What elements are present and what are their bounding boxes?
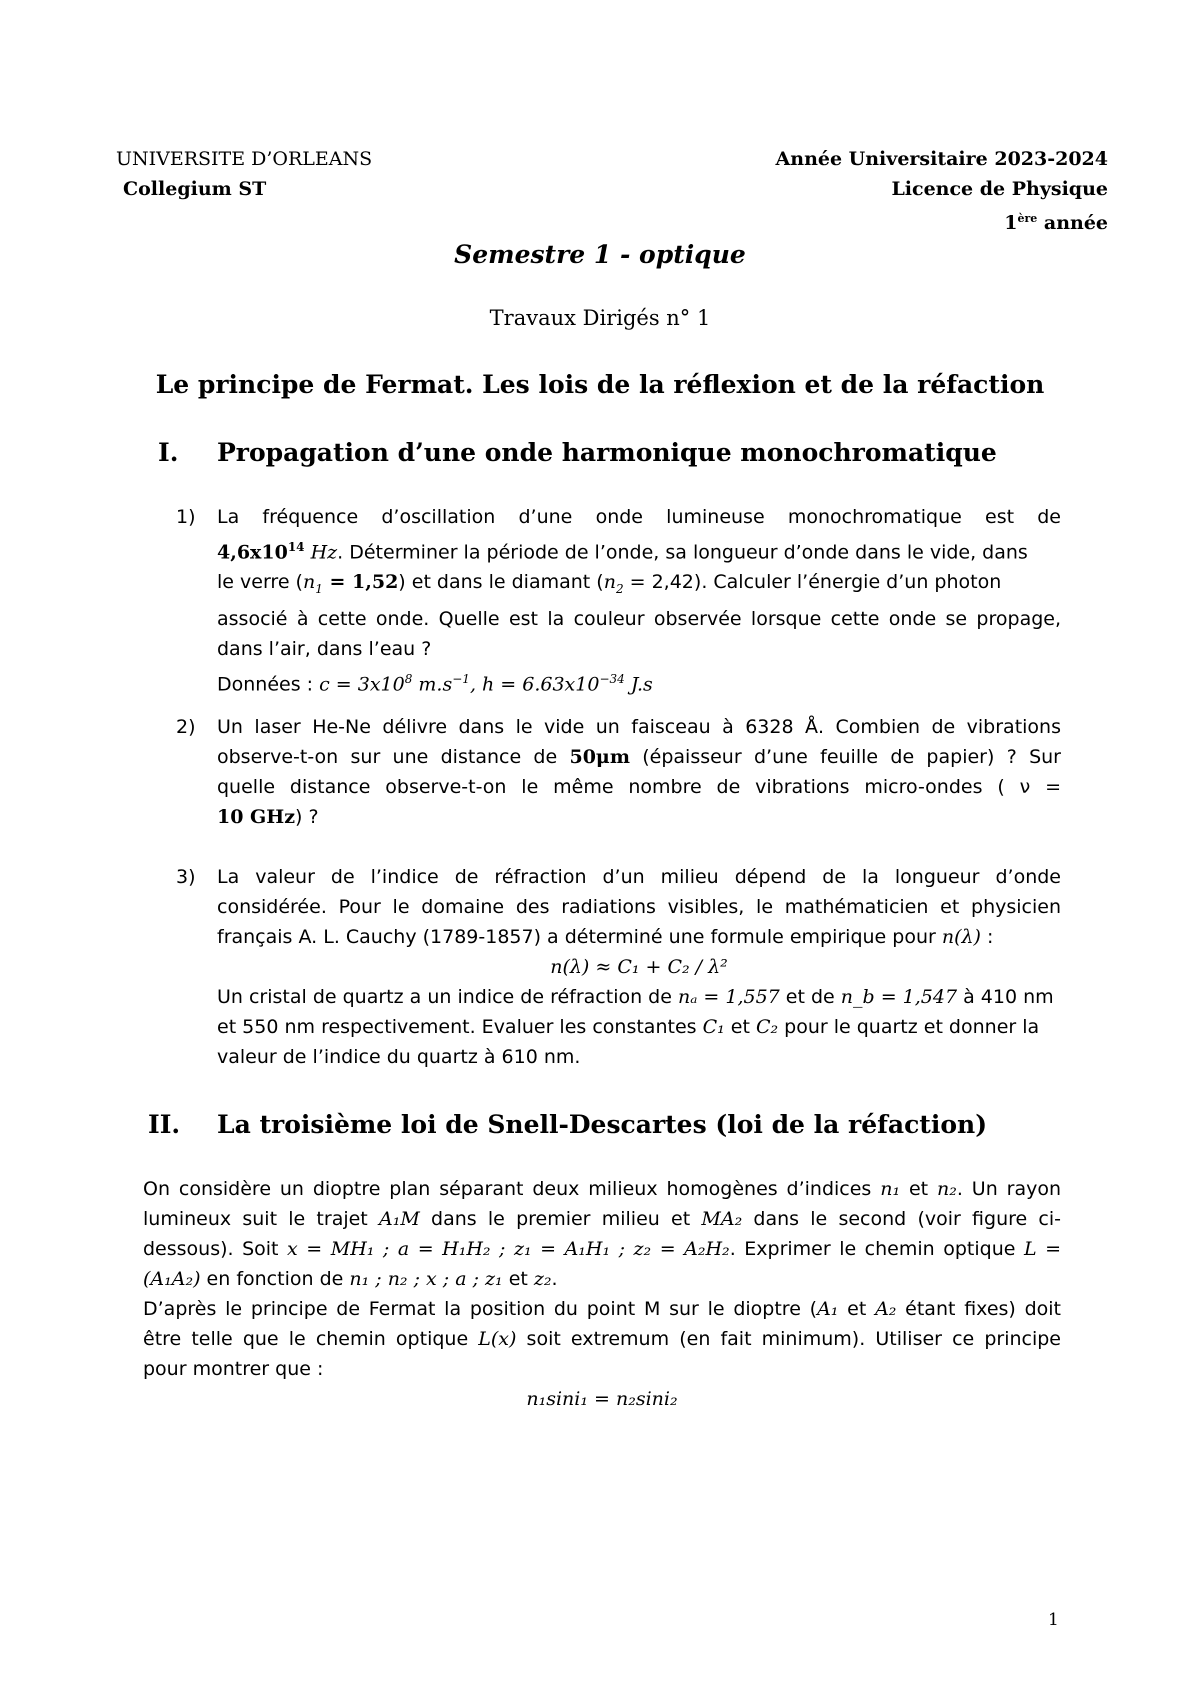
question-2-number: 2) — [176, 716, 196, 738]
q1-line-4: associé à cette onde. Quelle est la couleur observée lorsque cette onde se propage, — [217, 608, 1061, 631]
q2-line-4: 10 GHz) ? — [217, 806, 319, 828]
collegium-name: Collegium ST — [123, 178, 267, 200]
td-number: Travaux Dirigés n° 1 — [489, 306, 711, 330]
question-1-number: 1) — [176, 506, 196, 528]
question-3-number: 3) — [176, 866, 196, 888]
q3-line-7: valeur de l’indice du quartz à 610 nm. — [217, 1046, 581, 1068]
q3-line-2: considérée. Pour le domaine des radiations visibles, le mathématicien et physicien — [217, 896, 1061, 918]
s2-line-3: dessous). Soit x = MH₁ ; a = H₁H₂ ; z₁ = A₁H₁ ; z₂ = A₂H₂. Exprimer le chemin optique L = — [143, 1238, 1062, 1260]
s2-line-5: D’après le principe de Fermat la position du point M sur le dioptre (A₁ et A₂ étant fixes) doit — [143, 1298, 1061, 1320]
level-word: année — [1037, 212, 1108, 234]
q1-data-line: Données : $c = 3x10^8$ $m.s^{-1}$, $h = 6.63x10^{-34}$ J.s — [217, 672, 653, 696]
q3-line-1: La valeur de l’indice de réfraction d’un milieu dépend de la longueur d’onde — [217, 866, 1061, 888]
q3-line-5: Un cristal de quartz a un indice de réfraction de nₐ = 1,557 et de n_b = 1,547 à 410 nm — [217, 986, 1054, 1008]
cauchy-formula: n(λ) ≈ C₁ + C₂ / λ² — [550, 956, 728, 978]
section-1-heading — [0, 438, 1200, 472]
question-3 — [176, 862, 1061, 1082]
q1-line-3: le verre $(n_1 = 1,52)$ et dans le diamant $(n_2 = 2,42)$. Calculer l’énergie d’un photon — [217, 571, 1002, 597]
semester-title: Semestre 1 - optique — [454, 240, 746, 269]
snell-formula: n₁sini₁ = n₂sini₂ — [526, 1388, 678, 1410]
q1-line-1: La fréquence d’oscillation d’une onde lumineuse monochromatique est de — [217, 506, 1061, 528]
page-number: 1 — [1048, 1610, 1059, 1630]
study-level — [600, 204, 1108, 238]
question-1 — [176, 502, 1061, 696]
section-2-heading — [0, 1110, 1200, 1144]
question-2 — [176, 712, 1061, 842]
question-3-body — [217, 862, 1061, 1072]
academic-year: Année Universitaire 2023-2024 — [775, 148, 1108, 170]
section-2-number: II. — [148, 1110, 181, 1139]
university-name: UNIVERSITE D’ORLEANS — [116, 148, 373, 170]
question-1-body — [217, 502, 1061, 699]
q1-line-2: $4,6x10^{14}$ Hz. Déterminer la période de l’onde, sa longueur d’onde dans le vide, dans — [217, 540, 1028, 564]
section-1-number: I. — [158, 438, 179, 467]
q2-line-2: observe-t-on sur une distance de 50μm (épaisseur d’une feuille de papier) ? Sur — [217, 746, 1061, 768]
q1-line-5: dans l’air, dans l’eau ? — [217, 638, 432, 661]
section-2-body — [143, 1174, 1061, 1414]
s2-line-6: être telle que le chemin optique L(x) soit extremum (en fait minimum). Utiliser ce principe — [143, 1328, 1061, 1350]
question-2-body — [217, 712, 1061, 832]
level-superscript: ère — [1017, 212, 1038, 225]
section-1-title: Propagation d’une onde harmonique monochromatique — [217, 438, 997, 467]
main-title: Le principe de Fermat. Les lois de la réflexion et de la réfaction — [155, 370, 1045, 399]
s2-line-2: lumineux suit le trajet A₁M dans le premier milieu et MA₂ dans le second (voir figure ci- — [143, 1208, 1062, 1230]
licence-name: Licence de Physique — [891, 178, 1108, 200]
q2-line-3: quelle distance observe-t-on le même nombre de vibrations micro-ondes ( ν = — [217, 776, 1061, 798]
s2-line-7: pour montrer que : — [143, 1358, 324, 1380]
s2-line-4: (A₁A₂) en fonction de n₁ ; n₂ ; x ; a ; z₁ et z₂. — [143, 1268, 558, 1290]
s2-line-1: On considère un dioptre plan séparant deux milieux homogènes d’indices n₁ et n₂. Un rayon — [143, 1178, 1062, 1200]
q3-line-3: français A. L. Cauchy (1789-1857) a déterminé une formule empirique pour n(λ) : — [217, 926, 994, 948]
section-2-title: La troisième loi de Snell-Descartes (loi de la réfaction) — [217, 1110, 988, 1139]
level-number: 1 — [1004, 212, 1018, 234]
q3-line-6: et 550 nm respectivement. Evaluer les constantes C₁ et C₂ pour le quartz et donner la — [217, 1016, 1040, 1038]
q2-line-1: Un laser He-Ne délivre dans le vide un faisceau à 6328 Å. Combien de vibrations — [217, 716, 1061, 738]
